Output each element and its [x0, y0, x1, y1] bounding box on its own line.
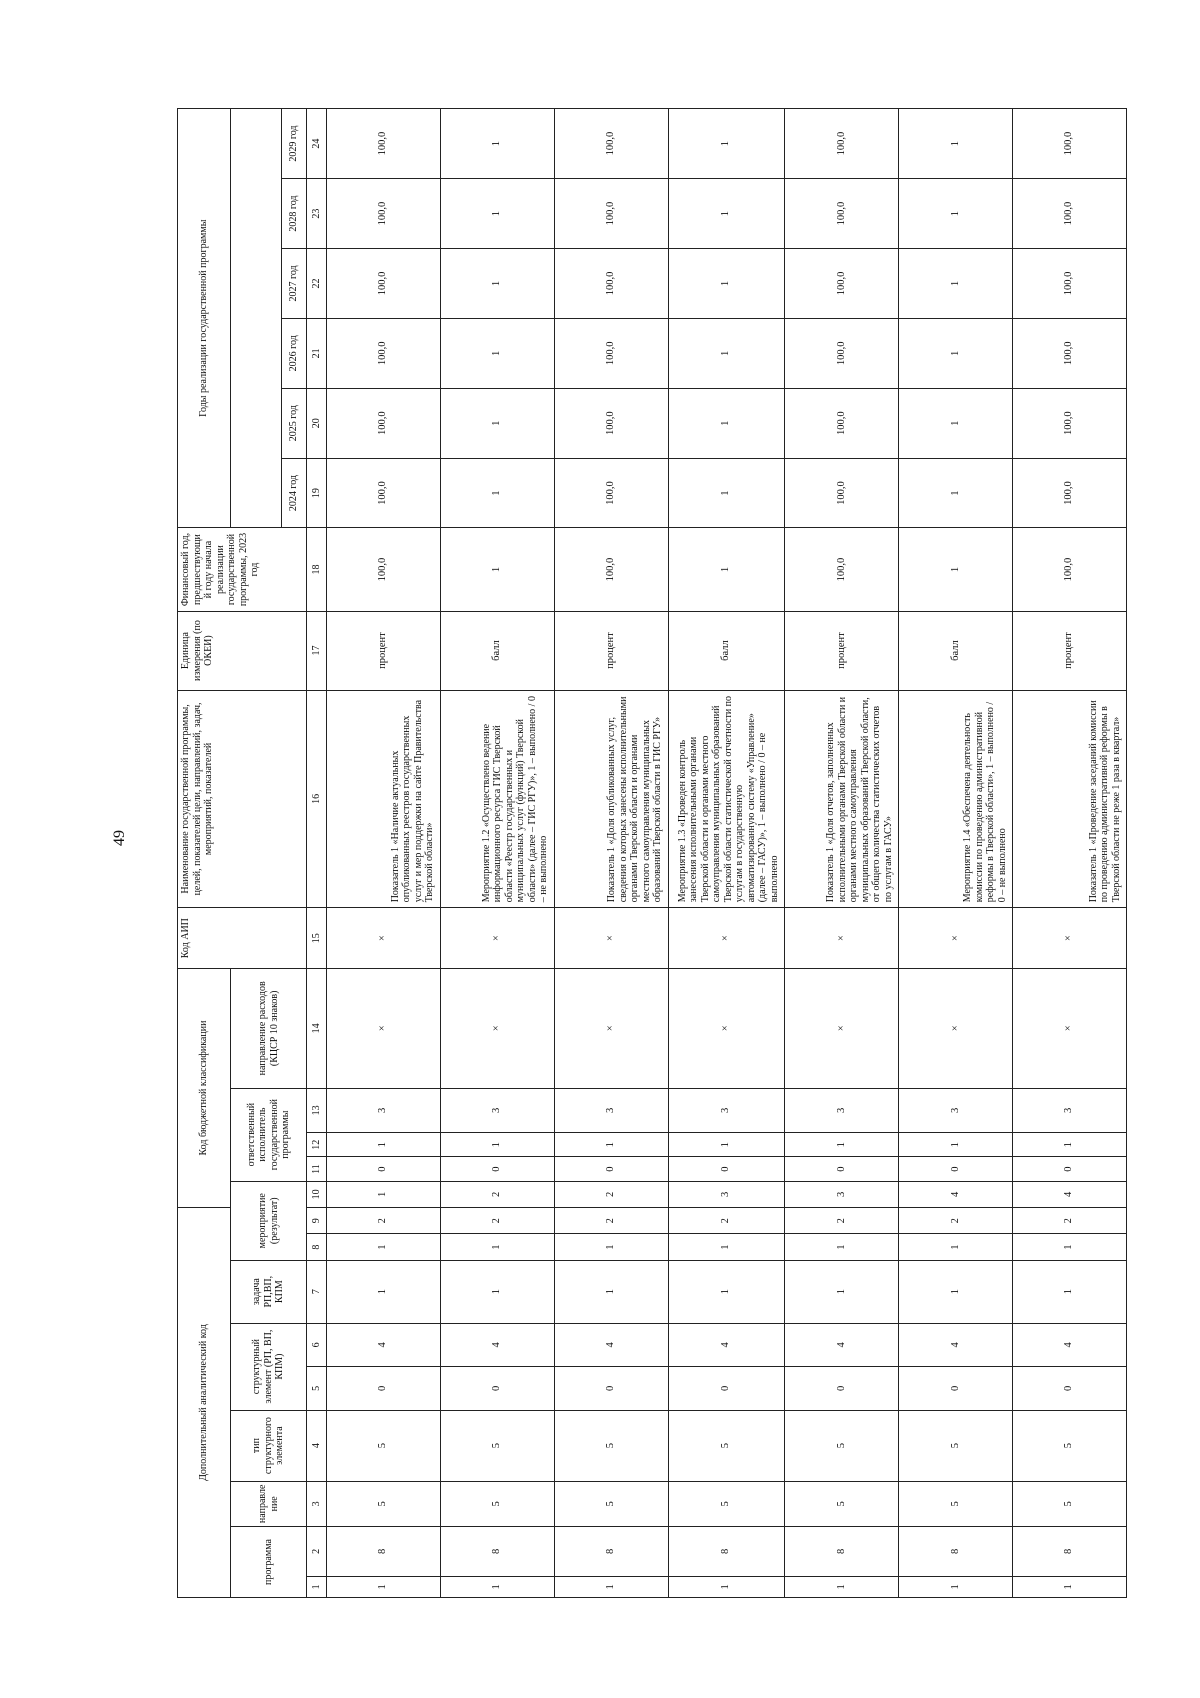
- value-cell: 1: [668, 528, 784, 611]
- value-cell: 1: [899, 109, 1013, 179]
- value-cell: 1: [899, 179, 1013, 249]
- code-cell: 3: [785, 1088, 899, 1133]
- column-number: 1: [307, 1576, 327, 1597]
- value-cell: 1: [899, 528, 1013, 611]
- value-cell: 1: [440, 388, 554, 458]
- code-cell: 1: [554, 1576, 668, 1597]
- value-cell: 100,0: [327, 528, 441, 611]
- column-number: 2: [307, 1527, 327, 1577]
- value-cell: 100,0: [554, 318, 668, 388]
- indicator-name-cell: Показатель 1 «Проведение заседаний комиссии по проведению административной реформы в Тверской области не реже 1 раза в квартал»: [1013, 690, 1127, 908]
- indicator-name-cell: Мероприятие 1.4 «Обеспечена деятельность комиссии по проведению административной реформы в Тверской области», 1 – выполнено / 0 – не выполнено: [899, 690, 1013, 908]
- column-number: 14: [307, 969, 327, 1089]
- code-cell: 5: [1013, 1481, 1127, 1527]
- code-cell: 3: [440, 1088, 554, 1133]
- code-cell: 0: [785, 1157, 899, 1181]
- column-number: 5: [307, 1367, 327, 1411]
- code-cell: ×: [440, 969, 554, 1089]
- value-cell: 100,0: [1013, 179, 1127, 249]
- value-cell: 100,0: [785, 458, 899, 528]
- column-number: 4: [307, 1410, 327, 1481]
- header-direction: направление: [230, 1481, 307, 1527]
- code-cell: 2: [785, 1208, 899, 1234]
- code-cell: 0: [327, 1157, 441, 1181]
- column-number: 7: [307, 1260, 327, 1323]
- code-cell: 1: [327, 1260, 441, 1323]
- code-cell: ×: [440, 908, 554, 969]
- unit-cell: балл: [440, 611, 554, 690]
- header-year-2028: 2028 год: [281, 179, 307, 249]
- code-cell: ×: [668, 908, 784, 969]
- code-cell: 5: [668, 1481, 784, 1527]
- code-cell: 2: [440, 1208, 554, 1234]
- value-cell: 1: [668, 458, 784, 528]
- code-cell: 3: [785, 1181, 899, 1207]
- table-row: [899, 109, 1013, 1598]
- code-cell: ×: [668, 969, 784, 1089]
- value-cell: 100,0: [785, 318, 899, 388]
- code-cell: 1: [899, 1576, 1013, 1597]
- code-cell: 1: [785, 1234, 899, 1260]
- code-cell: 0: [899, 1157, 1013, 1181]
- header-budget-code: Код бюджетной классификации: [178, 969, 231, 1208]
- value-cell: 100,0: [785, 528, 899, 611]
- value-cell: 100,0: [327, 179, 441, 249]
- code-cell: 8: [1013, 1527, 1127, 1577]
- unit-cell: процент: [327, 611, 441, 690]
- value-cell: 100,0: [554, 388, 668, 458]
- value-cell: 100,0: [1013, 109, 1127, 179]
- code-cell: 5: [785, 1410, 899, 1481]
- value-cell: 100,0: [327, 249, 441, 319]
- value-cell: 100,0: [554, 528, 668, 611]
- value-cell: 100,0: [554, 109, 668, 179]
- rotated-table-container: [177, 108, 1127, 1598]
- code-cell: 4: [440, 1323, 554, 1367]
- header-name: Наименование государственной программы, целей, показателей цели, направлений, задач, мероприятий, показателей: [178, 690, 307, 908]
- code-cell: 1: [668, 1576, 784, 1597]
- code-cell: 8: [440, 1527, 554, 1577]
- code-cell: 4: [1013, 1323, 1127, 1367]
- code-cell: 8: [899, 1527, 1013, 1577]
- value-cell: 100,0: [554, 179, 668, 249]
- header-program: программа: [230, 1527, 307, 1598]
- value-cell: 100,0: [1013, 528, 1127, 611]
- value-cell: 100,0: [1013, 458, 1127, 528]
- column-number: 12: [307, 1133, 327, 1157]
- column-number: 20: [307, 388, 327, 458]
- code-cell: 3: [899, 1088, 1013, 1133]
- code-cell: 8: [327, 1527, 441, 1577]
- code-cell: ×: [785, 969, 899, 1089]
- code-cell: 1: [899, 1234, 1013, 1260]
- code-cell: 1: [440, 1260, 554, 1323]
- code-cell: ×: [554, 969, 668, 1089]
- column-number: 6: [307, 1323, 327, 1367]
- code-cell: 4: [1013, 1181, 1127, 1207]
- code-cell: 1: [327, 1576, 441, 1597]
- code-cell: 0: [327, 1367, 441, 1411]
- code-cell: 5: [440, 1481, 554, 1527]
- unit-cell: балл: [899, 611, 1013, 690]
- column-number: 22: [307, 249, 327, 319]
- code-cell: 0: [440, 1367, 554, 1411]
- value-cell: 100,0: [327, 388, 441, 458]
- value-cell: 100,0: [785, 388, 899, 458]
- header-year-2025: 2025 год: [281, 388, 307, 458]
- code-cell: 2: [327, 1208, 441, 1234]
- code-cell: 0: [1013, 1367, 1127, 1411]
- code-cell: 1: [327, 1234, 441, 1260]
- header-aip-code: Код АИП: [178, 908, 307, 969]
- code-cell: 2: [554, 1181, 668, 1207]
- code-cell: ×: [899, 908, 1013, 969]
- code-cell: 1: [554, 1234, 668, 1260]
- code-cell: 8: [668, 1527, 784, 1577]
- header-years-spacer: [230, 109, 281, 529]
- code-cell: 2: [668, 1208, 784, 1234]
- table-row: [327, 109, 441, 1598]
- column-number: 15: [307, 908, 327, 969]
- column-numbers-row: [307, 109, 327, 1598]
- header-years-group: Годы реализации государственной программы: [178, 109, 231, 529]
- code-cell: 4: [899, 1323, 1013, 1367]
- column-number: 16: [307, 690, 327, 908]
- code-cell: 0: [1013, 1157, 1127, 1181]
- value-cell: 100,0: [327, 109, 441, 179]
- code-cell: 4: [327, 1323, 441, 1367]
- table-row: [668, 109, 784, 1598]
- value-cell: 1: [440, 249, 554, 319]
- header-struct-type: тип структурного элемента: [230, 1410, 307, 1481]
- header-struct-elem: структурный элемент (РП, ВП, КПМ): [230, 1323, 307, 1410]
- table-row: [440, 109, 554, 1598]
- unit-cell: процент: [554, 611, 668, 690]
- code-cell: 4: [785, 1323, 899, 1367]
- code-cell: 5: [1013, 1410, 1127, 1481]
- value-cell: 100,0: [554, 249, 668, 319]
- column-number: 19: [307, 458, 327, 528]
- column-number: 3: [307, 1481, 327, 1527]
- code-cell: 3: [1013, 1088, 1127, 1133]
- unit-cell: процент: [785, 611, 899, 690]
- header-fin-year: Финансовый год, предшествующий году начала реализации государственной программы, 2023 год: [178, 528, 307, 611]
- code-cell: 1: [327, 1181, 441, 1207]
- value-cell: 100,0: [327, 318, 441, 388]
- code-cell: 1: [1013, 1133, 1127, 1157]
- code-cell: 5: [554, 1481, 668, 1527]
- code-cell: 0: [440, 1157, 554, 1181]
- code-cell: ×: [1013, 908, 1127, 969]
- value-cell: 1: [440, 528, 554, 611]
- code-cell: 4: [899, 1181, 1013, 1207]
- code-cell: 1: [785, 1260, 899, 1323]
- column-number: 13: [307, 1088, 327, 1133]
- value-cell: 1: [668, 318, 784, 388]
- header-year-2024: 2024 год: [281, 458, 307, 528]
- code-cell: 2: [1013, 1208, 1127, 1234]
- value-cell: 100,0: [1013, 318, 1127, 388]
- column-number: 23: [307, 179, 327, 249]
- header-additional-code: Дополнительный аналитический код: [178, 1208, 231, 1598]
- indicator-name-cell: Показатель 1 «Доля опубликованных услуг, сведения о которых занесены исполнительными органами Тверской области и органами местного самоуправления муниципальных образований Тверской области в ГИС РГУ»: [554, 690, 668, 908]
- code-cell: 1: [785, 1133, 899, 1157]
- code-cell: 4: [554, 1323, 668, 1367]
- code-cell: 1: [554, 1260, 668, 1323]
- value-cell: 1: [668, 109, 784, 179]
- indicator-name-cell: Мероприятие 1.2 «Осуществлено ведение информационного ресурса ГИС Тверской области «Реестр государственных и муниципальных услуг (функций) Тверской области» (далее – ГИС РГУ)», 1 – выполнено / 0 – не выполнено: [440, 690, 554, 908]
- code-cell: 5: [785, 1481, 899, 1527]
- code-cell: 1: [1013, 1260, 1127, 1323]
- header-measure: мероприятие (результат): [230, 1181, 307, 1260]
- header-executor: ответственный исполнитель государственной программы: [230, 1088, 307, 1181]
- code-cell: 3: [554, 1088, 668, 1133]
- header-year-2027: 2027 год: [281, 249, 307, 319]
- column-number: 17: [307, 611, 327, 690]
- value-cell: 100,0: [1013, 388, 1127, 458]
- code-cell: 1: [327, 1133, 441, 1157]
- column-number: 9: [307, 1208, 327, 1234]
- code-cell: 1: [899, 1260, 1013, 1323]
- code-cell: 0: [554, 1367, 668, 1411]
- column-number: 18: [307, 528, 327, 611]
- code-cell: 5: [554, 1410, 668, 1481]
- code-cell: 0: [668, 1367, 784, 1411]
- value-cell: 1: [440, 318, 554, 388]
- header-year-2026: 2026 год: [281, 318, 307, 388]
- header-year-2029: 2029 год: [281, 109, 307, 179]
- code-cell: ×: [785, 908, 899, 969]
- value-cell: 1: [668, 179, 784, 249]
- code-cell: 2: [440, 1181, 554, 1207]
- indicator-name-cell: Показатель 1 «Доля отчетов, заполненных исполнительными органами Тверской области и органами местного самоуправления муниципальных образований Тверской области, от общего количества статистических отчетов по услугам в ГАСУ»: [785, 690, 899, 908]
- value-cell: 100,0: [785, 179, 899, 249]
- unit-cell: процент: [1013, 611, 1127, 690]
- code-cell: 1: [440, 1133, 554, 1157]
- value-cell: 100,0: [785, 249, 899, 319]
- code-cell: ×: [327, 969, 441, 1089]
- code-cell: 1: [440, 1234, 554, 1260]
- indicator-name-cell: Показатель 1 «Наличие актуальных опубликованных реестров государственных услуг и мер поддержки на сайте Правительства Тверской области»: [327, 690, 441, 908]
- code-cell: 5: [899, 1410, 1013, 1481]
- table-row: [1013, 109, 1127, 1598]
- value-cell: 1: [899, 458, 1013, 528]
- code-cell: 8: [785, 1527, 899, 1577]
- column-number: 11: [307, 1157, 327, 1181]
- code-cell: 3: [668, 1088, 784, 1133]
- code-cell: 0: [899, 1367, 1013, 1411]
- code-cell: 5: [440, 1410, 554, 1481]
- code-cell: 1: [668, 1234, 784, 1260]
- value-cell: 100,0: [554, 458, 668, 528]
- value-cell: 1: [668, 388, 784, 458]
- code-cell: 3: [668, 1181, 784, 1207]
- code-cell: 0: [554, 1157, 668, 1181]
- code-cell: 2: [899, 1208, 1013, 1234]
- value-cell: 1: [899, 388, 1013, 458]
- code-cell: 1: [785, 1576, 899, 1597]
- code-cell: 4: [668, 1323, 784, 1367]
- code-cell: 1: [1013, 1576, 1127, 1597]
- value-cell: 1: [440, 109, 554, 179]
- value-cell: 1: [899, 249, 1013, 319]
- code-cell: ×: [899, 969, 1013, 1089]
- column-number: 8: [307, 1234, 327, 1260]
- column-number: 21: [307, 318, 327, 388]
- code-cell: 1: [1013, 1234, 1127, 1260]
- code-cell: 2: [554, 1208, 668, 1234]
- value-cell: 100,0: [327, 458, 441, 528]
- value-cell: 1: [899, 318, 1013, 388]
- program-indicators-table: [177, 108, 1127, 1598]
- code-cell: 0: [668, 1157, 784, 1181]
- code-cell: ×: [327, 908, 441, 969]
- code-cell: 5: [327, 1410, 441, 1481]
- code-cell: 1: [899, 1133, 1013, 1157]
- code-cell: ×: [554, 908, 668, 969]
- column-number: 24: [307, 109, 327, 179]
- code-cell: 5: [327, 1481, 441, 1527]
- code-cell: 1: [554, 1133, 668, 1157]
- code-cell: 5: [668, 1410, 784, 1481]
- code-cell: 8: [554, 1527, 668, 1577]
- code-cell: ×: [1013, 969, 1127, 1089]
- page-number: 49: [111, 830, 128, 846]
- code-cell: 5: [899, 1481, 1013, 1527]
- code-cell: 3: [327, 1088, 441, 1133]
- value-cell: 1: [668, 249, 784, 319]
- header-task: задача РП,ВП, КПМ: [230, 1260, 307, 1323]
- table-row: [785, 109, 899, 1598]
- indicator-name-cell: Мероприятие 1.3 «Проведен контроль занесения исполнительными органами Тверской области и органами местного самоуправления муниципальных образований Тверской области статистической отчетности по услугам в государственную автоматизированную систему «Управление» (далее – ГАСУ)», 1 – выполнено / 0 – не выполнено: [668, 690, 784, 908]
- code-cell: 0: [785, 1367, 899, 1411]
- value-cell: 100,0: [1013, 249, 1127, 319]
- code-cell: 1: [668, 1260, 784, 1323]
- header-expense: направление расходов (КЦСР 10 знаков): [230, 969, 307, 1089]
- header-unit: Единица измерения (по ОКЕИ): [178, 611, 307, 690]
- value-cell: 1: [440, 179, 554, 249]
- column-number: 10: [307, 1181, 327, 1207]
- value-cell: 1: [440, 458, 554, 528]
- value-cell: 100,0: [785, 109, 899, 179]
- code-cell: 1: [668, 1133, 784, 1157]
- code-cell: 1: [440, 1576, 554, 1597]
- table-row: [554, 109, 668, 1598]
- unit-cell: балл: [668, 611, 784, 690]
